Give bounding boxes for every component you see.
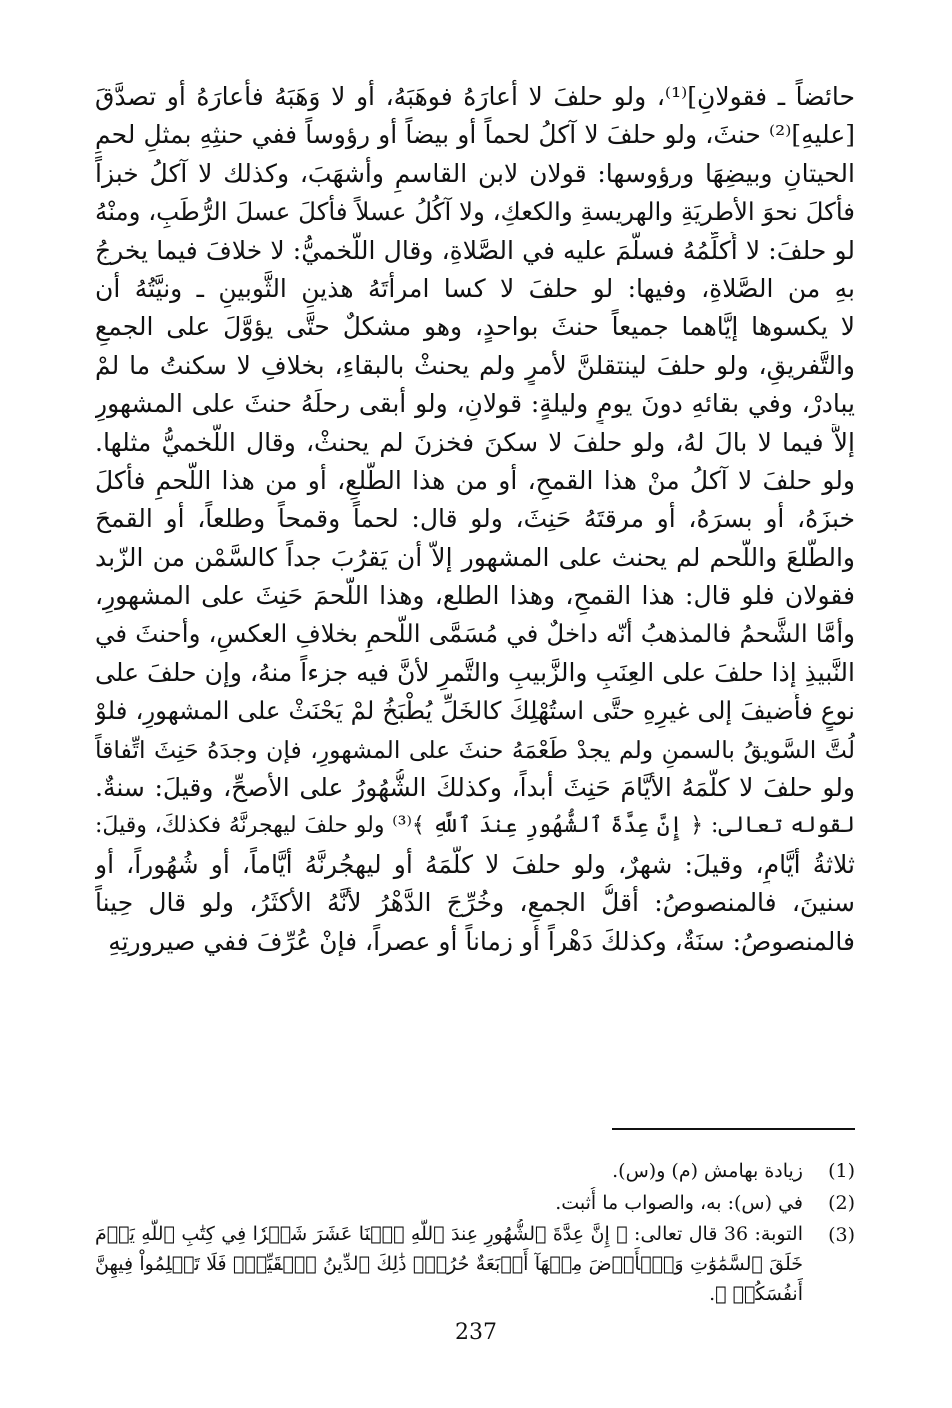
footnote <box>95 1219 855 1309</box>
text-line: والتَّفريقِ، ولو حلفَ لينتقلنَّ لأمرٍ ولم يحنثْ بالبقاءِ، بخلافِ لا سكنتُ ما لمْ <box>95 350 855 380</box>
text-line: نوعٍ فأُضيفَ إلى غيرِهِ حتَّى استُهْلِكَ كالخَلِّ يُطْبَخُ لمْ يَحْنَثْ على المشهورِ، فلوْ <box>95 696 855 726</box>
footnote <box>95 1187 855 1219</box>
text-line: لُتَّ السَّويقُ بالسمنِ ولم يجدْ طَعْمَهُ حنثَ على المشهورِ، فإن وجدَهُ حَنِثَ اتِّفاقاً <box>95 735 855 764</box>
text-line: خبزَهُ، أو بسرَهُ، أو مرقتَهُ حَنِثَ، ولو قال: لحماً وقمحاً وطلعاً، أو القمحَ <box>95 504 855 534</box>
text-line: لقوله تعالى: ﴿ إِنَّ عِدَّةَ ٱلشُّهُورِ عِندَ ٱللَّهِ ﴾⁽³⁾ ولو حلفَ ليهجرنَّهُ فكذلكَ، وقيلَ: <box>95 813 855 839</box>
text-line: والطَّلعَ واللَّحم لم يحنث على المشهور إلاّ أن يَقرُبَ جداً كالسَّمْن من الزّبد <box>95 542 855 572</box>
footnote-text: في (س): به، والصواب ما أُثبت. <box>555 1192 803 1214</box>
text-line: النَّبيذِ إذا حلفَ على العِنَبِ والزَّبيبِ والتَّمرِ لأنَّ فيه جزءاً منهُ، وإن حلفَ على <box>95 657 855 687</box>
text-line: ثلاثةُ أيَّامٍ، وقيلَ: شهرٌ، ولو حلفَ لا كلَّمَهُ أو ليهجُرنَّهُ أيَّاماً، أو شُهُوراً، أو <box>95 849 855 879</box>
footnote-divider <box>612 1128 855 1130</box>
text-line: حائضاً ـ فقولانِ]⁽¹⁾، ولو حلفَ لا أعارَهُ فوهَبَهُ، أو لا وَهَبَهُ فأعارَهُ أو تصدَّقَ <box>95 82 855 111</box>
text-line: فأكلَ نحوَ الأطريَةِ والهريسةِ والكعكِ، ولا آكُلُ عسلاً فأكلَ عسلَ الرُّطَبِ، ومنْهُ <box>95 197 855 227</box>
text-line: [عليهِ]⁽²⁾ حنثَ، ولو حلفَ لا آكلُ لحماً أو بيضاً أو رؤوساً ففي حنثِهِ بمثلِ لحمِ <box>95 120 855 150</box>
footnote <box>95 1155 855 1187</box>
text-line: ولو حلفَ لا كلَّمَهُ الأيَّامَ حَنِثَ أبداً، وكذلكَ الشُّهُورُ على الأصحِّ، وقيلَ: سنةٌ. <box>95 773 855 803</box>
text-line: لا يكسوها إيَّاهما جميعاً حنثَ بواحدٍ، وهو مشكلٌ حتَّى يؤوَّلَ على الجمعِ <box>95 312 855 342</box>
text-line: لو حلفَ: لا أُكلِّمُهُ فسلَّمَ عليه في الصَّلاةِ، وقال اللَّخميُّ: لا خلافَ فيما يخرجُ <box>95 235 855 265</box>
footnotes <box>95 1155 855 1309</box>
footnote-text: زيادة بهامش (م) و(س). <box>612 1160 803 1182</box>
page-number: 237 <box>455 1320 497 1345</box>
text-line: الحيتانِ وبيضِهَا ورؤوسها: قولان لابن القاسمِ وأشهَبَ، وكذلك لا آكلُ خبزاً <box>95 158 855 188</box>
main-text <box>95 78 855 961</box>
text-line: بهِ من الصَّلاةِ، وفيها: لو حلفَ لا كسا امرأتَهُ هذينِ الثَّوبينِ ـ ونيَّتُهُ أن <box>95 273 855 303</box>
text-line: فقولان فلو قال: هذا القمحِ، وهذا الطلع، وهذا اللَّحمَ حَنِثَ على المشهورِ، <box>95 581 855 611</box>
footnote-text: التوبة: 36 قال تعالى: ﴿ إِنَّ عِدَّةَ ٱلشُّهُورِ عِندَ ٱللَّهِ ٱثۡنَا عَشَرَ شَهۡرٗا فِي كِتَٰبِ ٱللَّهِ يَوۡمَ خَلَقَ ٱلسَّمَٰوَٰتِ وَٱلۡأَرۡضَ مِنۡهَآ أَرۡبَعَةٌ حُرُمٞۚ ذَٰلِكَ ٱلدِّينُ ٱلۡقَيِّمُۚ فَلَا تَظۡلِمُواْ فِيهِنَّ أَنفُسَكُمۡ ﴾. <box>95 1223 803 1305</box>
footnote-number: (1) <box>828 1160 855 1182</box>
text-line: إلاَّ فيما لا بالَ لهُ، ولو حلفَ لا سكنَ فخزنَ لم يحنثْ، وقال اللَّخميُّ مثلها. <box>95 427 855 457</box>
footnote-number: (3) <box>828 1224 855 1246</box>
text-line: وأمَّا الشَّحمُ فالمذهبُ أنّه داخلٌ في مُسَمَّى اللَّحمِ بخلافِ العكسِ، وأحنثَ في <box>95 619 855 649</box>
text-line: فالمنصوصُ: سنَةٌ، وكذلكَ دَهْراً أو زماناً أو عصراً، فإنْ عُرِّفَ ففي صيرورتِهِ <box>108 926 855 956</box>
text-line: يبادرْ، وفي بقائهِ دونَ يومٍ وليلةٍ: قولانِ، ولو أبقى رحلَهُ حنثَ على المشهورِ <box>95 389 855 419</box>
text-line: سنينَ، فالمنصوصُ: أقلُّ الجمعِ، وخُرِّجَ الدَّهْرُ لأنَّهُ الأكثَرُ، ولو قال حِيناً <box>95 888 855 918</box>
footnote-number: (2) <box>828 1192 855 1214</box>
text-line: ولو حلفَ لا آكلُ منْ هذا القمحِ، أو من هذا الطَّلعِ، أو من هذا اللَّحمِ فأكلَ <box>95 465 855 495</box>
